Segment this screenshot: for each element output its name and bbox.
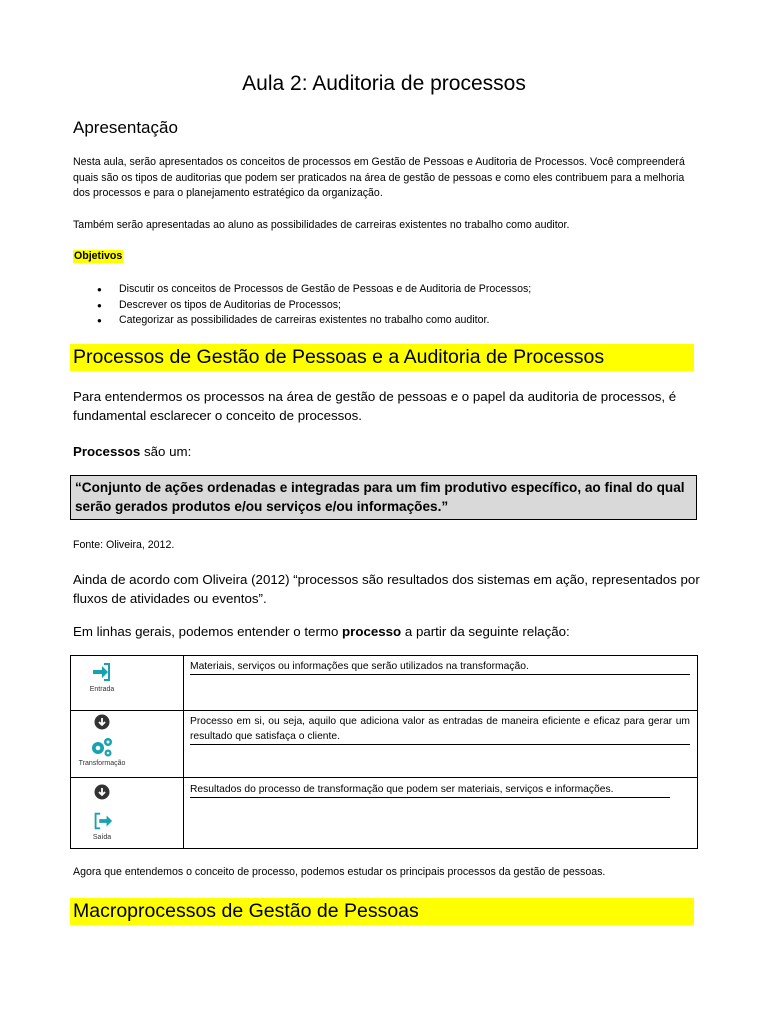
entrada-label: Entrada [89,686,115,693]
saida-icon [91,810,113,832]
table-row-text: Processo em si, ou seja, aquilo que adiciona valor as entradas de maneira eficiente e eficaz para gerar um resultado que satisfaça o cliente. [190,716,690,742]
entrada-icon [90,660,114,684]
section1-paragraph-2: Ainda de acordo com Oliveira (2012) “processos são resultados dos sistemas em ação, representados por fluxos de atividades ou eventos”. [73,572,700,606]
arrow-down-icon [94,714,110,730]
row-underline [190,797,670,798]
section1-heading: Processos de Gestão de Pessoas e a Auditoria de Processos [70,344,694,371]
table-row-text: Materiais, serviços ou informações que serão utilizados na transformação. [190,661,529,672]
entrada-cell [72,657,132,709]
fonte-citation: Fonte: Oliveira, 2012. [73,539,175,551]
table-divider [183,656,184,848]
processos-rest: são um: [140,444,192,459]
objetivos-label: Objetivos [74,250,123,262]
transformacao-cell [72,714,132,776]
table-row-divider [71,777,697,778]
objetivo-item: ● Descrever os tipos de Auditorias de Processos; [73,298,531,314]
row-underline [190,674,690,675]
saida-label: Saída [92,834,112,841]
row-underline [190,744,690,745]
table-row-text: Resultados do processo de transformação que podem ser materiais, serviços e informações. [190,784,614,795]
table-row-divider [71,710,697,711]
apresentacao-heading: Apresentação [73,118,178,137]
objetivo-item: ● Categorizar as possibilidades de carreiras existentes no trabalho como auditor. [73,313,531,329]
relation-post: a partir da seguinte relação: [401,624,570,639]
objetivos-list [73,282,531,329]
relation-line [73,622,570,641]
process-table [70,655,698,849]
section2-heading: Macroprocessos de Gestão de Pessoas [70,898,694,925]
section1-paragraph: Para entendermos os processos na área de gestão de pessoas e o papel da auditoria de processos, é fundamental esclarecer o conceito de processos. [73,389,677,423]
transformacao-icon [89,736,115,758]
definition-quote: “Conjunto de ações ordenadas e integradas para um fim produtivo específico, ao final do qual serão gerados produtos e/ou serviços e/ou informações.” [70,475,697,520]
arrow-down-icon [94,784,110,800]
apresentacao-paragraph-1: Nesta aula, serão apresentados os conceitos de processos em Gestão de Pessoas e Auditoria de Processos. Você compreenderá quais são os tipos de auditorias que podem ser praticados na área de gestão de pessoas e como eles contribuem para a melhoria dos processos e para o planejamento estratégico da organização. [73,156,685,199]
relation-pre: Em linhas gerais, podemos entender o termo [73,624,343,639]
transformacao-label: Transformação [78,760,126,767]
processos-line [73,442,191,461]
closing-paragraph: Agora que entendemos o conceito de processo, podemos estudar os principais processos da gestão de pessoas. [73,866,606,878]
saida-cell [72,780,132,848]
processos-bold: Processos [73,444,141,459]
page-title: Aula 2: Auditoria de processos [242,72,526,95]
relation-bold: processo [342,624,402,639]
apresentacao-paragraph-2: Também serão apresentadas ao aluno as possibilidades de carreiras existentes no trabalho como auditor. [73,219,570,231]
objetivo-item: ● Discutir os conceitos de Processos de Gestão de Pessoas e de Auditoria de Processos; [73,282,531,298]
